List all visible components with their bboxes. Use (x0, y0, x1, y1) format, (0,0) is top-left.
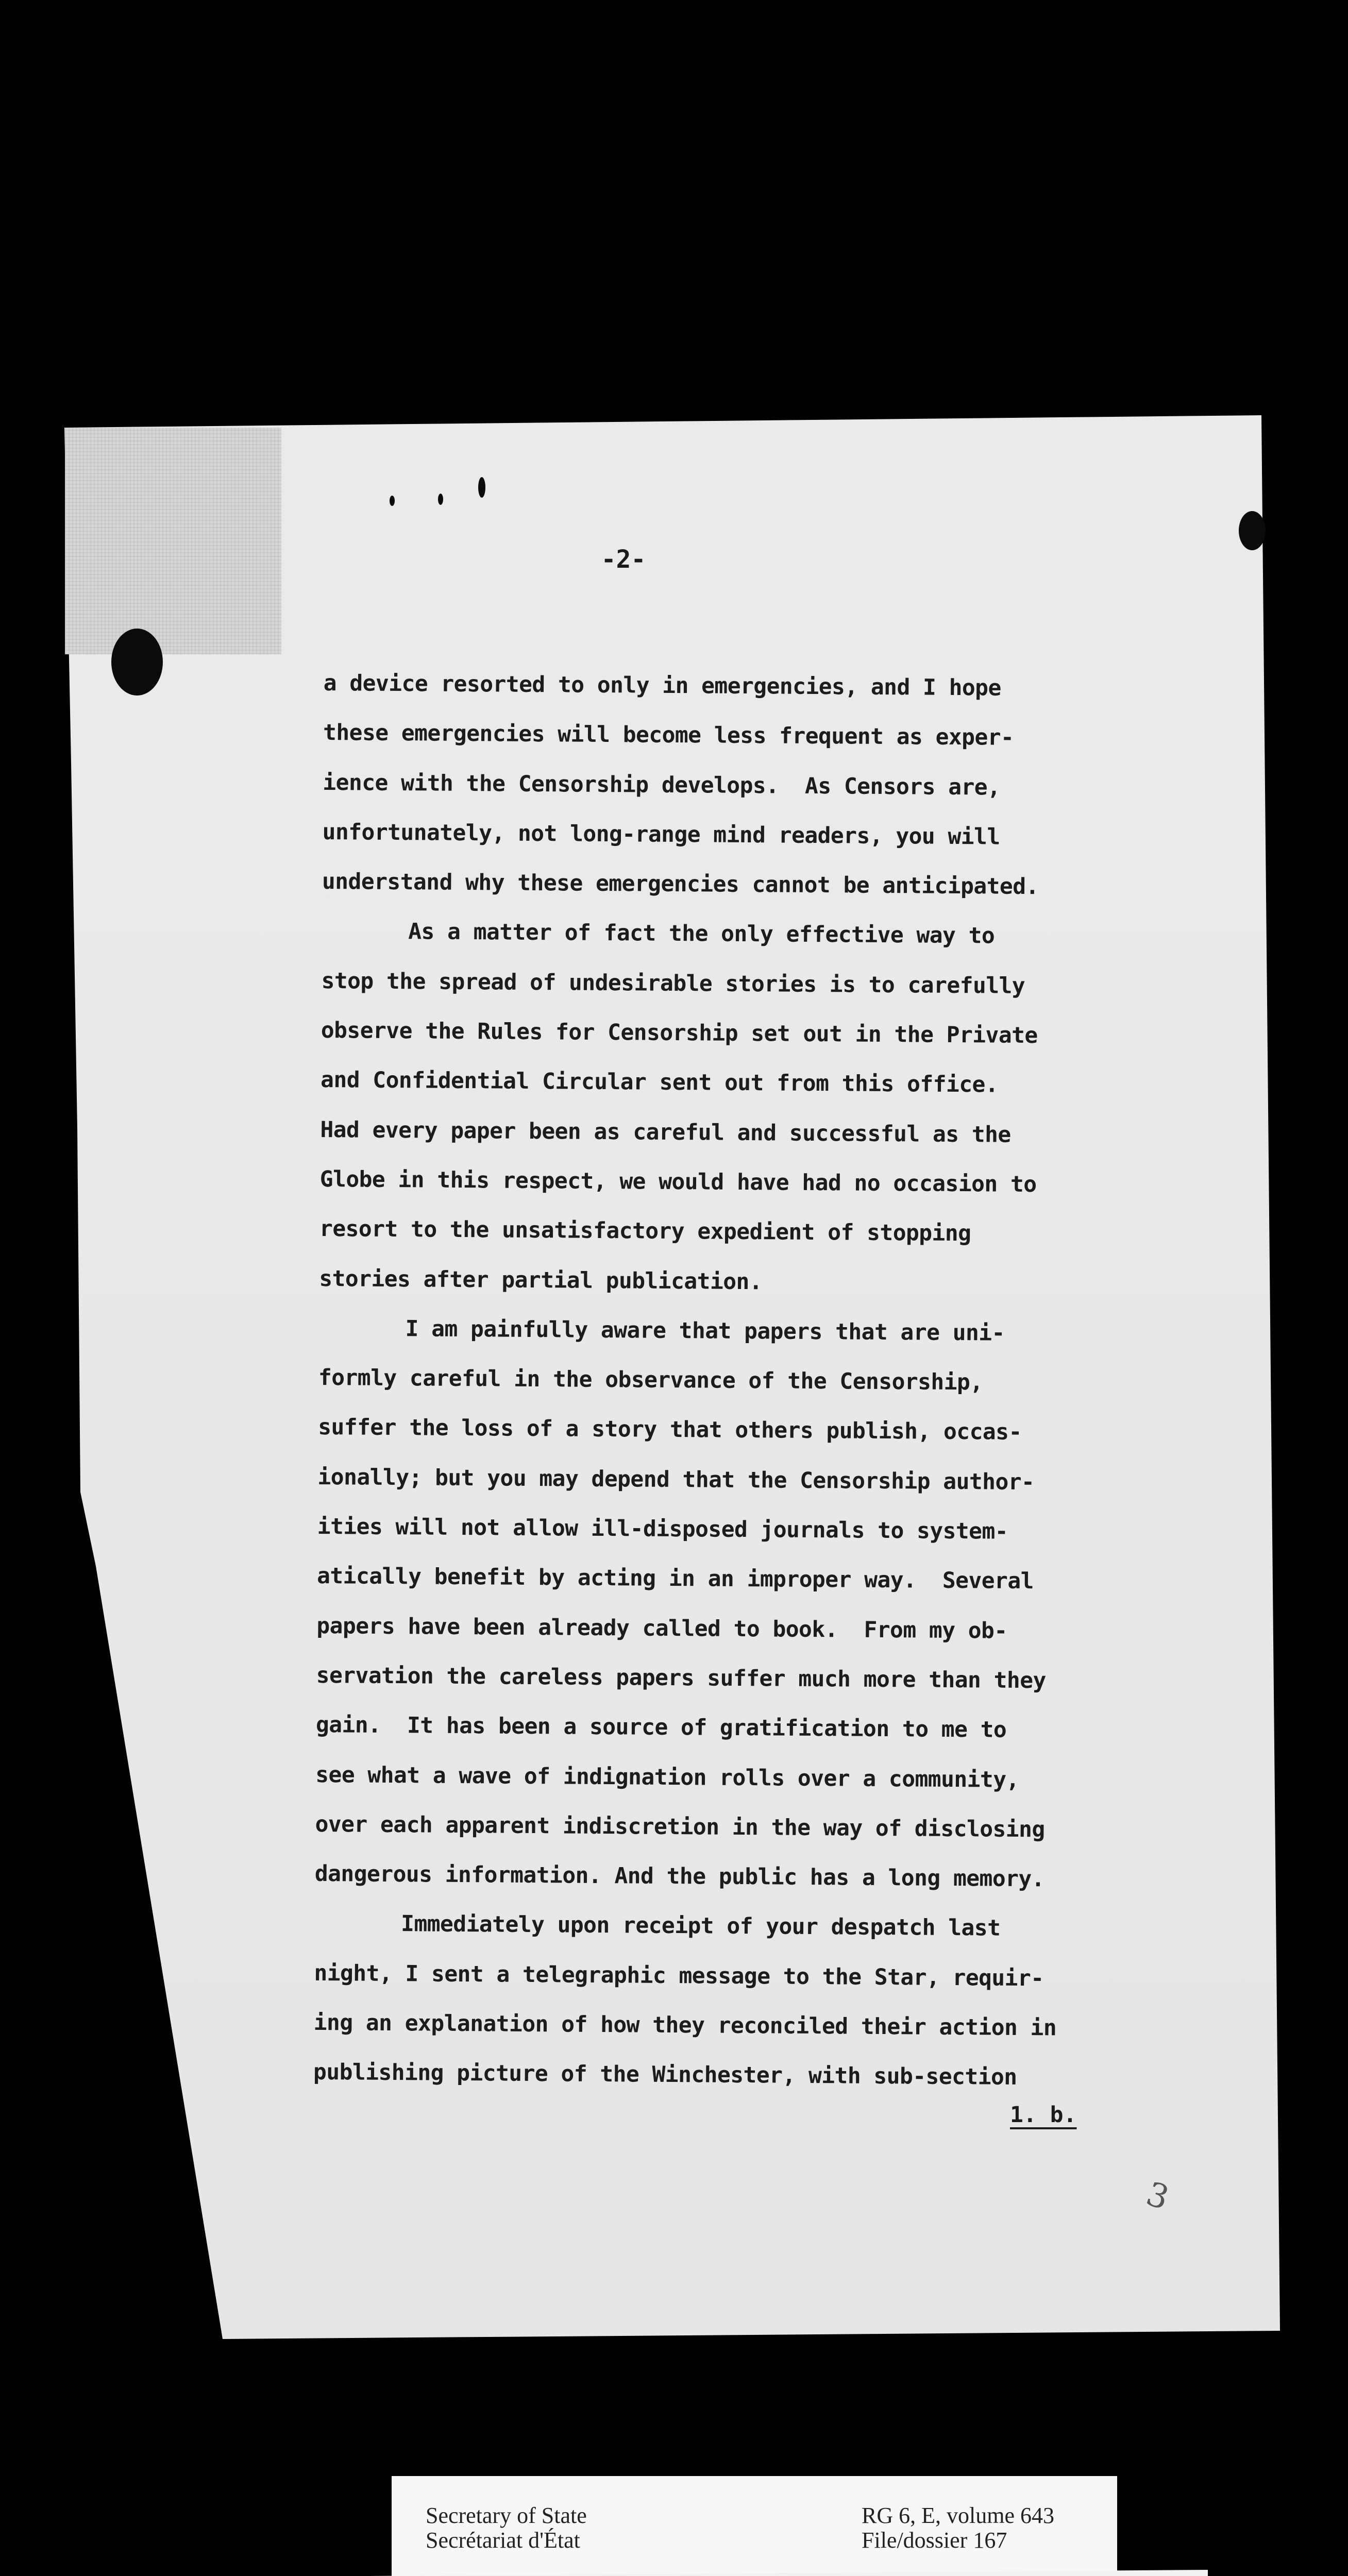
letter-line: and Confidential Circular sent out from this office. (320, 1067, 999, 1098)
handwritten-page-mark: 3 (1141, 2175, 1174, 2218)
ink-speck (438, 494, 443, 505)
letter-line: publishing picture of the Winchester, with sub-section (313, 2059, 1017, 2091)
continuation-marker: 1. b. (1010, 2102, 1077, 2128)
letter-line: atically benefit by acting in an improper way. Several (316, 1563, 1034, 1595)
letter-line: ionally; but you may depend that the Censorship author- (317, 1464, 1035, 1495)
letter-line: ities will not allow ill-disposed journals to system- (317, 1514, 1008, 1545)
sheet-corner-texture (65, 428, 281, 654)
letter-line: stop the spread of undesirable stories is to carefully (321, 968, 1025, 999)
ink-speck (390, 496, 395, 506)
department-french: Secrétariat d'État (426, 2528, 580, 2553)
letter-line: Globe in this respect, we would have had no occasion to (319, 1166, 1037, 1198)
letter-line: papers have been already called to book. From my ob- (316, 1613, 1007, 1644)
letter-line: Immediately upon receipt of your despatch last (400, 1911, 1001, 1942)
letter-line: understand why these emergencies cannot be anticipated. (322, 869, 1039, 900)
letter-line: ing an explanation of how they reconciled their action in (313, 2009, 1057, 2041)
letter-line: Had every paper been as careful and successful as the (320, 1116, 1011, 1148)
ink-blot (111, 629, 163, 696)
letter-line: I am painfully aware that papers that are uni- (405, 1316, 1005, 1346)
letter-line: dangerous information. And the public has a long memory. (314, 1861, 1045, 1892)
department-english: Secretary of State (426, 2503, 587, 2528)
letter-line: suffer the loss of a story that others publish, occas- (318, 1414, 1022, 1446)
reference-file: File/dossier 167 (862, 2528, 1007, 2553)
letter-line: over each apparent indiscretion in the way of disclosing (315, 1811, 1045, 1843)
letter-line: observe the Rules for Censorship set out in the Private (321, 1018, 1038, 1049)
letter-line: ience with the Censorship develops. As Censors are, (323, 769, 1001, 801)
letter-line: stories after partial publication. (319, 1265, 763, 1295)
reference-volume: RG 6, E, volume 643 (862, 2503, 1054, 2528)
letter-line: these emergencies will become less frequent as exper- (323, 720, 1014, 751)
letter-line: a device resorted to only in emergencies, and I hope (323, 670, 1001, 701)
letter-line: see what a wave of indignation rolls over a community, (315, 1761, 1019, 1793)
ink-speck (478, 477, 485, 498)
letter-line: resort to the unsatisfactory expedient of stopping (319, 1216, 971, 1247)
letter-line: As a matter of fact the only effective way to (408, 919, 995, 950)
letter-line: unfortunately, not long-range mind readers, you will (322, 819, 1000, 850)
letter-line: servation the careless papers suffer much more than they (316, 1662, 1046, 1694)
letter-line: night, I sent a telegraphic message to the Star, requir- (314, 1960, 1044, 1992)
letter-line: formly careful in the observance of the Censorship, (318, 1365, 983, 1396)
punch-hole (1239, 511, 1266, 550)
letter-body (313, 668, 1200, 2113)
page-number: -2- (601, 545, 646, 574)
letter-line: gain. It has been a source of gratification to me to (315, 1712, 1007, 1743)
